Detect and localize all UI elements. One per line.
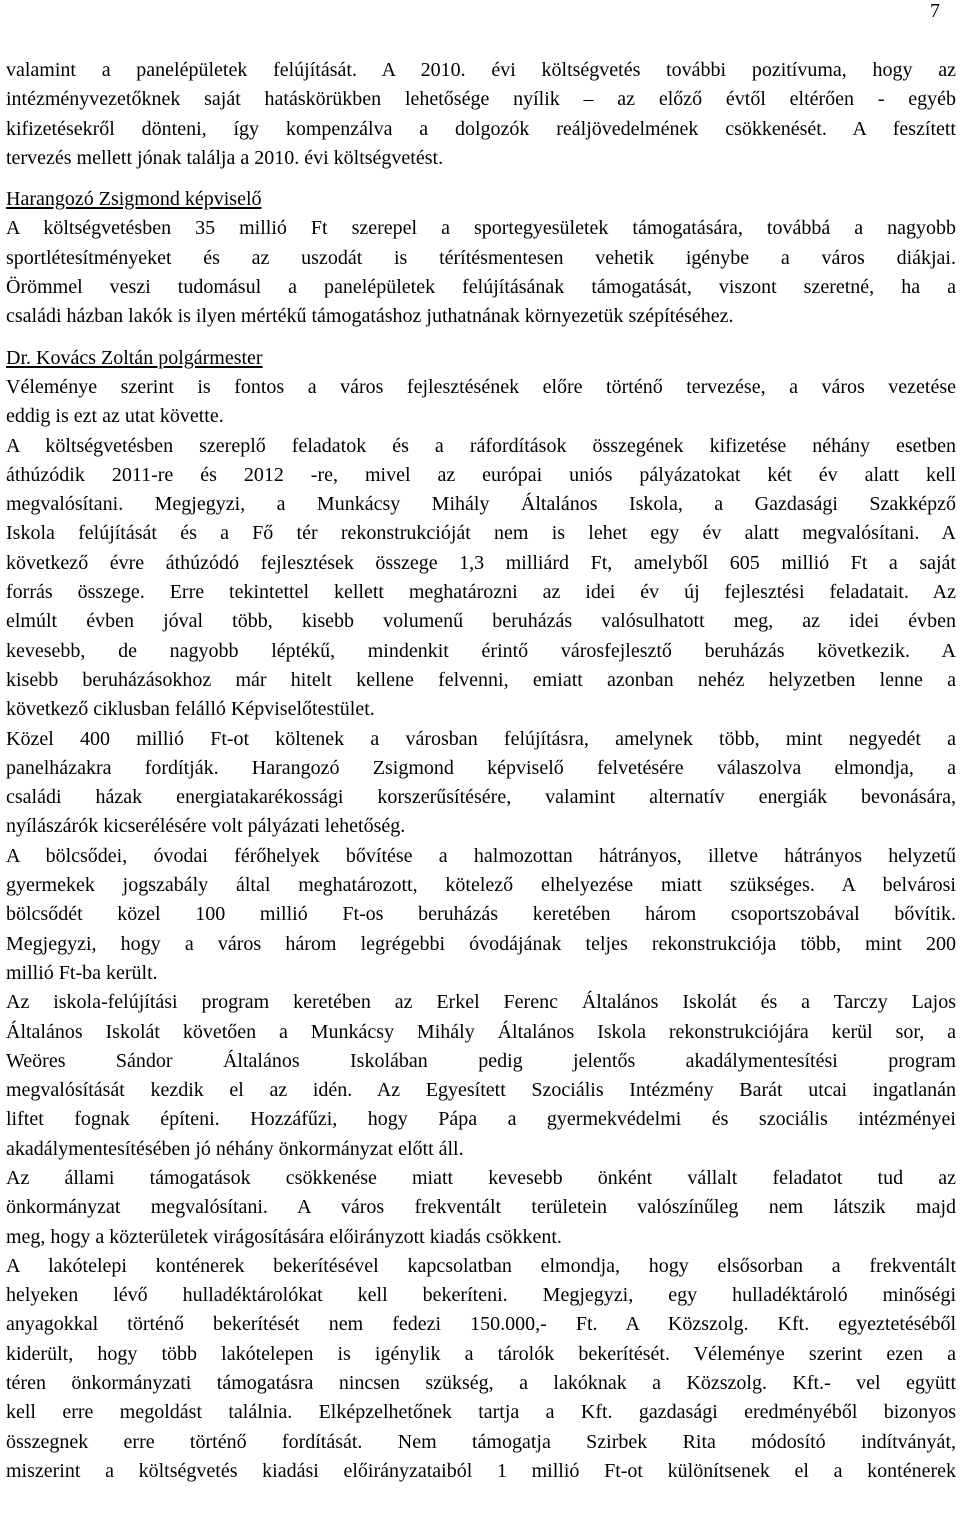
text-line: eddig is ezt az utat követte. bbox=[6, 405, 224, 428]
text-line: családi házak energiatakarékossági korszerűsítésére, valamint alternatív energiák bevonására, bbox=[6, 786, 956, 809]
speaker-heading: Harangozó Zsigmond képviselő bbox=[6, 188, 262, 211]
paragraph bbox=[6, 373, 956, 432]
document-body bbox=[6, 56, 956, 1486]
paragraph bbox=[6, 988, 956, 1164]
text-line: Az állami támogatások csökkenése miatt kevesebb önként vállalt feladatot tud az bbox=[6, 1166, 956, 1189]
text-line: családi házban lakók is ilyen mértékű támogatáshoz juthatnának környezetük szépítéséhez. bbox=[6, 305, 734, 328]
text-line: kisebb beruházásokhoz már hitelt kellene felvenni, emiatt azonban nehéz helyzetben lenne a bbox=[6, 668, 956, 691]
text-line: intézményvezetőknek saját hatáskörükben lehetősége nyílik – az előző évtől eltérően - egyéb bbox=[6, 88, 956, 111]
paragraph bbox=[6, 842, 956, 988]
text-line: Véleménye szerint is fontos a város fejlesztésének előre történő tervezése, a város vezetése bbox=[6, 375, 956, 398]
paragraph bbox=[6, 725, 956, 842]
text-line: liftet fognak építeni. Hozzáfűzi, hogy Pápa a gyermekvédelmi és szociális intézményei bbox=[6, 1108, 956, 1131]
text-line: valamint a panelépületek felújítását. A 2010. évi költségvetés további pozitívuma, hogy az bbox=[6, 59, 956, 81]
text-line: Megjegyzi, hogy a város három legrégebbi óvodájának teljes rekonstrukciója több, mint 200 bbox=[6, 932, 956, 955]
text-line: kevesebb, de nagyobb léptékű, mindenkit érintő városfejlesztő beruházás következik. A bbox=[6, 639, 956, 662]
paragraph bbox=[6, 1164, 956, 1252]
text-line: A költségvetésben szereplő feladatok és a ráfordítások összegének kifizetése néhány esetben bbox=[6, 434, 956, 457]
speaker-section-kovacs bbox=[6, 344, 956, 1487]
text-line: megvalósítását kezdik el az idén. Az Egyesített Szociális Intézmény Barát utcai ingatlanán bbox=[6, 1079, 956, 1102]
text-line: Az iskola-felújítási program keretében az Erkel Ferenc Általános Iskolát és a Tarczy Lajos bbox=[6, 991, 956, 1014]
speaker-heading: Dr. Kovács Zoltán polgármester bbox=[6, 346, 263, 369]
text-line: Közel 400 millió Ft-ot költenek a városban felújításra, amelynek több, mint negyedét a bbox=[6, 727, 956, 750]
text-line: meg, hogy a közterületek virágosítására előirányzott kiadás csökkent. bbox=[6, 1225, 562, 1248]
page-number: 7 bbox=[930, 0, 940, 22]
text-line: Általános Iskolát követően a Munkácsy Mihály Általános Iskola rekonstrukciójára kerül sor, a bbox=[6, 1020, 956, 1043]
text-line: tervezés mellett jónak találja a 2010. évi költségvetést. bbox=[6, 146, 444, 169]
text-line: áthúzódik 2011-re és 2012 -re, mivel az európai uniós pályázatokat két év alatt kell bbox=[6, 463, 956, 486]
text-line: megvalósítani. Megjegyzi, a Munkácsy Mihály Általános Iskola, a Gazdasági Szakképző bbox=[6, 493, 956, 516]
intro-paragraph bbox=[6, 56, 956, 173]
text-line: panelházakra fordítják. Harangozó Zsigmond képviselő felvetésére válaszolva elmondja, a bbox=[6, 756, 956, 779]
text-line: kiderült, hogy több lakótelepen is igénylik a tárolók bekerítését. Véleménye szerint ezen a bbox=[6, 1342, 956, 1365]
text-line: anyagokkal történő bekerítését nem fedezi 150.000,- Ft. A Közszolg. Kft. egyeztetéséből bbox=[6, 1313, 956, 1336]
text-line: következő ciklusban felálló Képviselőtestület. bbox=[6, 698, 375, 721]
text-line: akadálymentesítésében jó néhány önkormányzat előtt áll. bbox=[6, 1137, 464, 1160]
text-line: miszerint a költségvetés kiadási előirányzataiból 1 millió Ft-ot különítsenek el a konténerek bbox=[6, 1459, 956, 1482]
text-line: Weöres Sándor Általános Iskolában pedig jelentős akadálymentesítési program bbox=[6, 1049, 956, 1072]
text-line: kifizetésekről dönteni, így kompenzálva a dolgozók reáljövedelmének csökkenését. A feszített bbox=[6, 117, 956, 140]
paragraph bbox=[6, 432, 956, 725]
text-line: A lakótelepi konténerek bekerítésével kapcsolatban elmondja, hogy elsősorban a frekventált bbox=[6, 1254, 956, 1277]
text-line: összegnek erre történő fordítását. Nem támogatja Szirbek Rita módosító indítványát, bbox=[6, 1430, 956, 1453]
paragraph bbox=[6, 1252, 956, 1486]
text-line: téren önkormányzati támogatásra nincsen szükség, a lakóknak a Közszolg. Kft.- vel együtt bbox=[6, 1372, 956, 1395]
text-line: sportlétesítményeket és az uszodát is térítésmentesen vehetik igénybe a város diákjai. bbox=[6, 246, 956, 269]
text-line: kell erre megoldást találnia. Elképzelhetőnek tartja a Kft. gazdasági eredményéből bizonyos bbox=[6, 1401, 956, 1424]
text-line: önkormányzat megvalósítani. A város frekventált területein valószínűleg nem látszik majd bbox=[6, 1196, 956, 1219]
text-line: millió Ft-ba került. bbox=[6, 961, 158, 984]
text-line: helyeken lévő hulladéktárolókat kell bekeríteni. Megjegyzi, egy hulladéktároló minőségi bbox=[6, 1284, 956, 1307]
text-line: A költségvetésben 35 millió Ft szerepel a sportegyesületek támogatására, továbbá a nagyobb bbox=[6, 217, 956, 240]
text-line: A bölcsődei, óvodai férőhelyek bővítése a halmozottan hátrányos, illetve hátrányos helyzetű bbox=[6, 844, 956, 867]
text-line: következő évre áthúzódó fejlesztések összege 1,3 milliárd Ft, amelyből 605 millió Ft a saját bbox=[6, 551, 956, 574]
text-line: nyílászárók kicserélésére volt pályázati lehetőség. bbox=[6, 815, 406, 838]
text-line: gyermekek jogszabály által meghatározott, kötelező elhelyezése miatt szükséges. A belvárosi bbox=[6, 874, 956, 897]
text-line: Örömmel veszi tudomásul a panelépületek felújításának támogatását, viszont szeretné, ha a bbox=[6, 276, 956, 299]
text-line: forrás összege. Erre tekintettel kellett meghatározni az idei év új fejlesztési feladatait. Az bbox=[6, 581, 956, 604]
text-line: bölcsődét közel 100 millió Ft-os beruházás keretében három csoportszobával bővítik. bbox=[6, 903, 956, 926]
text-line: Iskola felújítását és a Fő tér rekonstrukcióját nem is lehet egy év alatt megvalósítani. A bbox=[6, 522, 956, 545]
speaker-section-harangozo bbox=[6, 185, 956, 331]
text-line: elmúlt évben jóval több, kisebb volumenű beruházás valósulhatott meg, az idei évben bbox=[6, 610, 956, 633]
